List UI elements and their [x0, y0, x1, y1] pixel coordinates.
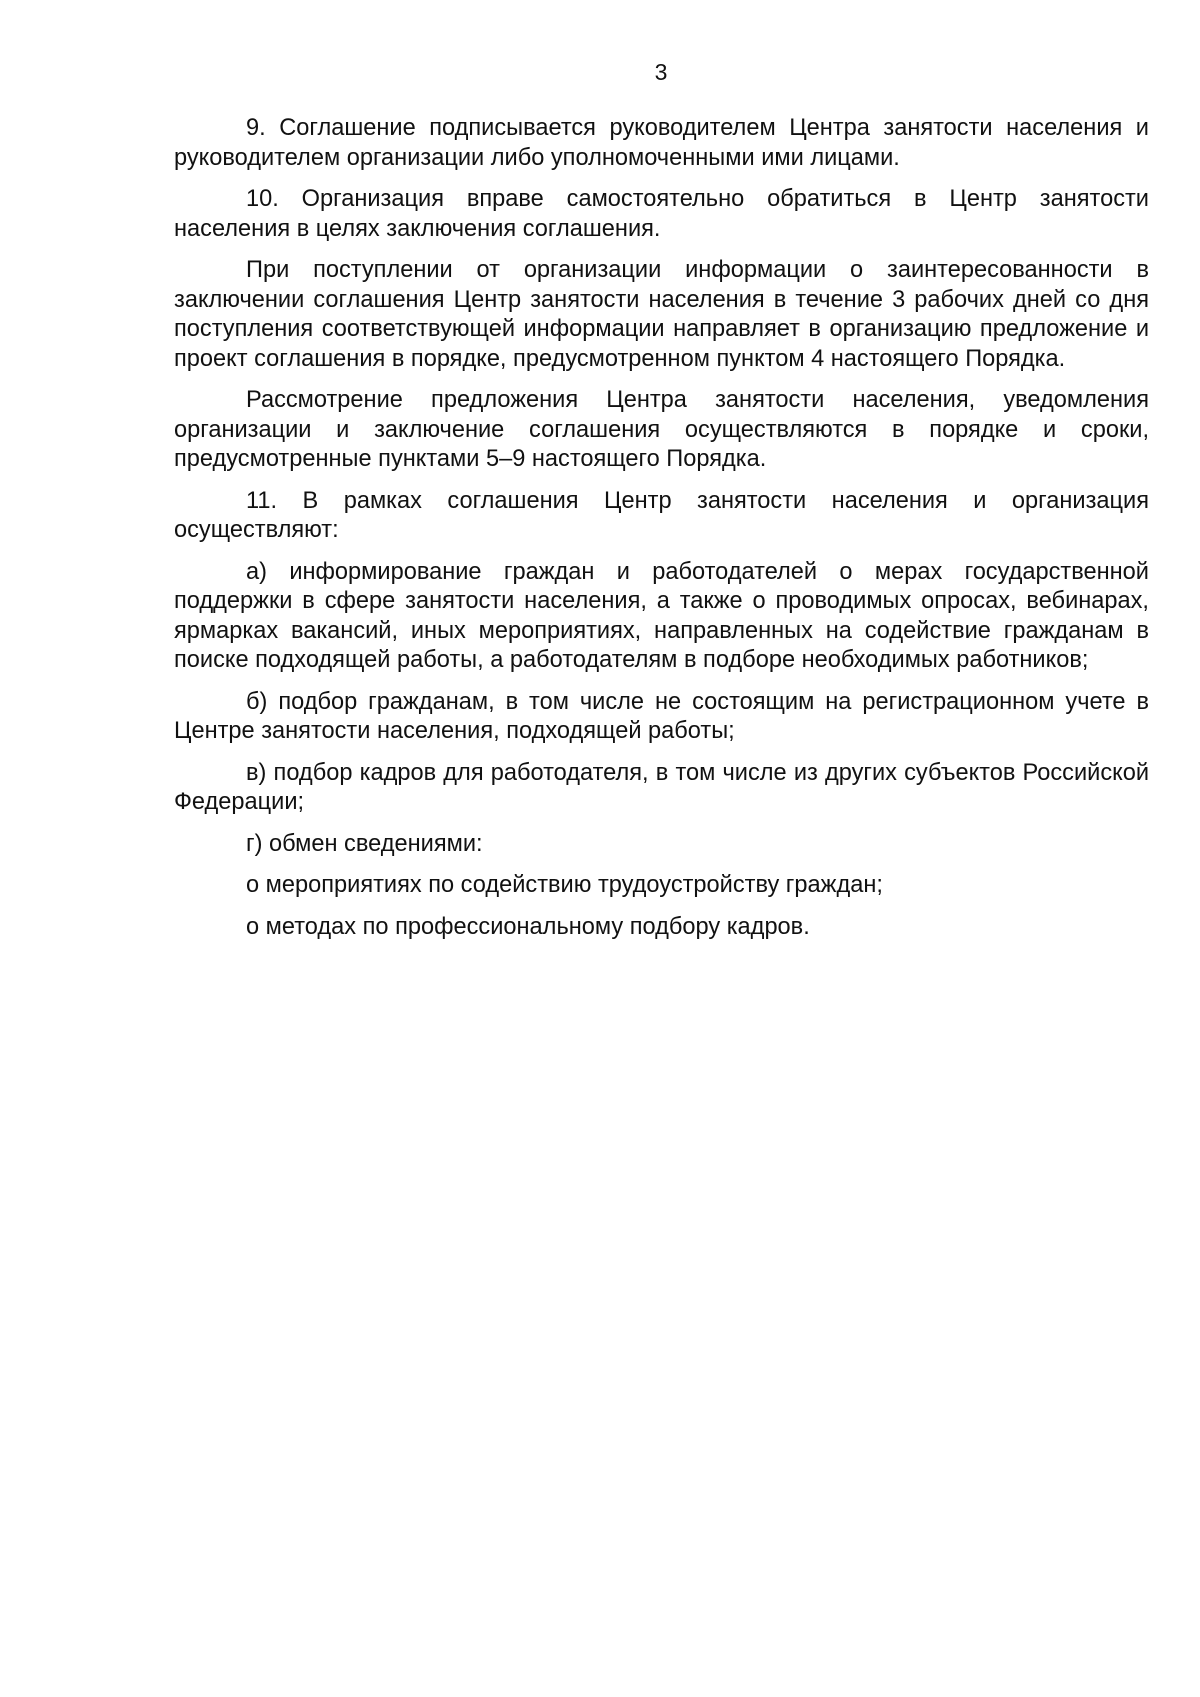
paragraph-subitem-a: а) информирование граждан и работодателей о мерах государственной поддержки в сфере занятости населения, а также о проводимых опросах, вебинарах, ярмарках вакансий, иных мероприятиях, направленных на содействие гражданам в поиске подходящей работы, а работодателям в подборе необходимых работников;	[174, 558, 1149, 673]
paragraph-subitem-g: г) обмен сведениями:	[246, 830, 483, 857]
paragraph-exchange-selection-methods: о методах по профессиональному подбору кадров.	[246, 913, 810, 940]
page-number: 3	[654, 59, 668, 85]
paragraph-review-procedure: Рассмотрение предложения Центра занятости населения, уведомления организации и заключение соглашения осуществляются в порядке и сроки, предусмотренные пунктами 5–9 настоящего Порядка.	[174, 387, 1149, 472]
paragraph-organization-request: При поступлении от организации информации о заинтересованности в заключении соглашения Центр занятости населения в течение 3 рабочих дней со дня поступления соответствующей информации направляет в организацию предложение и проект соглашения в порядке, предусмотренном пунктом 4 настоящего Порядка.	[174, 257, 1149, 372]
paragraph-item-11: 11. В рамках соглашения Центр занятости населения и организация осуществляют:	[174, 487, 1149, 543]
paragraph-subitem-b: б) подбор гражданам, в том числе не состоящим на регистрационном учете в Центре занятости населения, подходящей работы;	[174, 688, 1149, 744]
paragraph-exchange-employment-events: о мероприятиях по содействию трудоустройству граждан;	[246, 872, 883, 898]
paragraph-subitem-v: в) подбор кадров для работодателя, в том числе из других субъектов Российской Федерации;	[174, 759, 1149, 815]
paragraph-item-9: 9. Соглашение подписывается руководителем Центра занятости населения и руководителем организации либо уполномоченными ими лицами.	[174, 115, 1149, 171]
document-body	[174, 114, 1149, 954]
paragraph-item-10: 10. Организация вправе самостоятельно обратиться в Центр занятости населения в целях заключения соглашения.	[174, 186, 1149, 242]
